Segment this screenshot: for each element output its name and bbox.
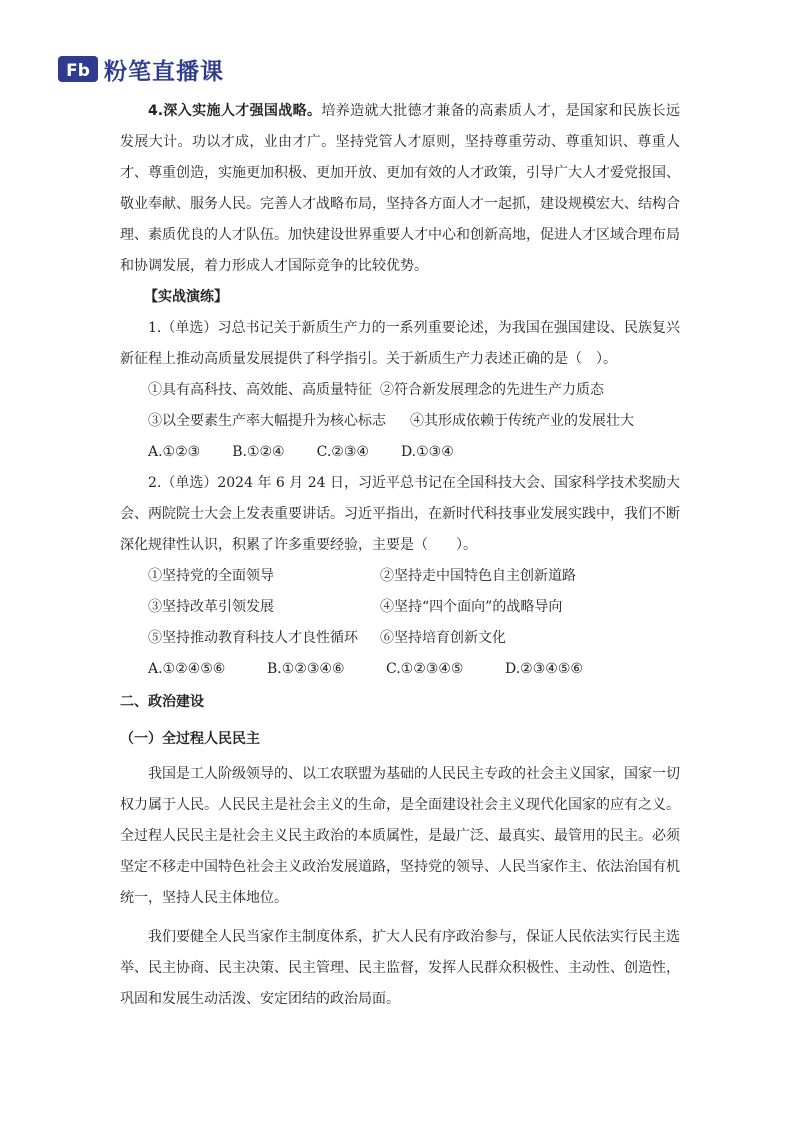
question-2-option-6: ⑥坚持培育创新文化: [380, 630, 506, 646]
democracy-paragraph-2: 我们要健全人民当家作主制度体系，扩大人民有序政治参与，保证人民依法实行民主选举、民主协商、民主决策、民主管理、民主监督，发挥人民群众积极性、主动性、创造性，巩固和发展生动活泼、安定团结的政治局面。: [120, 929, 680, 1007]
question-1-answer-b: B.①②④: [232, 444, 285, 460]
question-1-option-4: ④其形成依赖于传统产业的发展壮大: [410, 413, 634, 429]
talent-strategy-text: 培养造就大批德才兼备的高素质人才，是国家和民族长远发展大计。功以才成，业由才广。坚持党管人才原则，坚持尊重劳动、尊重知识、尊重人才、尊重创造，实施更加积极、更加开放、更加有效的人才政策，引导广大人才爱党报国、敬业奉献、服务人民。完善人才战略布局，坚持各方面人才一起抓，建设规模宏大、结构合理、素质优良的人才队伍。加快建设世界重要人才中心和创新高地，促进人才区域合理布局和协调发展，着力形成人才国际竞争的比较优势。: [120, 103, 680, 274]
question-1-answers: [120, 437, 680, 468]
question-1-answer-d: D.①③④: [400, 444, 454, 460]
section-2-heading: 二、政治建设: [120, 694, 204, 710]
svg-text:Fb: Fb: [66, 61, 90, 81]
question-2-option-3: ③坚持改革引领发展: [148, 599, 274, 615]
question-2-option-5: ⑤坚持推动教育科技人才良性循环: [148, 630, 358, 646]
democracy-paragraph-1: 我国是工人阶级领导的、以工农联盟为基础的人民民主专政的社会主义国家，国家一切权力属于人民。人民民主是社会主义的生命，是全面建设社会主义现代化国家的应有之义。全过程人民民主是社会主义民主政治的本质属性，是最广泛、最真实、最管用的民主。必须坚定不移走中国特色社会主义政治发展道路，坚持党的领导、人民当家作主、依法治国有机统一，坚持人民主体地位。: [120, 766, 680, 906]
brand-name: 粉笔直播课: [104, 58, 224, 85]
question-1-stem: 1.（单选）习总书记关于新质生产力的一系列重要论述，为我国在强国建设、民族复兴新征程上推动高质量发展提供了科学指引。关于新质生产力表述正确的是（ ）。: [120, 320, 680, 367]
fb-logo-icon: [58, 54, 98, 84]
question-2-answer-b: B.①②③④⑥: [267, 661, 345, 677]
talent-strategy-paragraph: [120, 96, 680, 282]
question-2-answer-a: A.①②④⑤⑥: [148, 661, 226, 677]
question-1-answer-a: A.①②③: [148, 444, 201, 460]
talent-strategy-title: 4.深入实施人才强国战略。: [148, 103, 322, 119]
question-2-option-2: ②坚持走中国特色自主创新道路: [380, 568, 576, 584]
document-body: [120, 96, 680, 1015]
question-1-option-1: ①具有高科技、高效能、高质量特征: [148, 382, 372, 398]
question-2-options-row-2: [120, 592, 680, 623]
question-2-answers: [120, 654, 680, 685]
question-2-options-row-1: [120, 561, 680, 592]
question-1-option-3: ③以全要素生产率大幅提升为核心标志: [148, 413, 386, 429]
question-1-options-row-1: [120, 375, 680, 406]
question-1-answer-c: C.②③④: [316, 444, 369, 460]
question-1-options-row-2: [120, 406, 680, 437]
question-2-options-row-3: [120, 623, 680, 654]
practice-heading: 【实战演练】: [144, 289, 228, 305]
brand-logo: [58, 52, 224, 86]
question-2-option-4: ④坚持“四个面向”的战略导向: [380, 599, 563, 615]
subsection-1-heading: （一）全过程人民民主: [120, 731, 260, 747]
question-1-option-2: ②符合新发展理念的先进生产力质态: [380, 382, 604, 398]
question-2-option-1: ①坚持党的全面领导: [148, 568, 274, 584]
question-2-answer-d: D.②③④⑤⑥: [505, 661, 583, 677]
question-2-answer-c: C.①②③④⑤: [386, 661, 464, 677]
question-2-stem: 2.（单选）2024 年 6 月 24 日，习近平总书记在全国科技大会、国家科学技术奖励大会、两院院士大会上发表重要讲话。习近平指出，在新时代科技事业发展实践中，我们不断深化规律性认识，积累了许多重要经验，主要是（ ）。: [120, 475, 680, 553]
